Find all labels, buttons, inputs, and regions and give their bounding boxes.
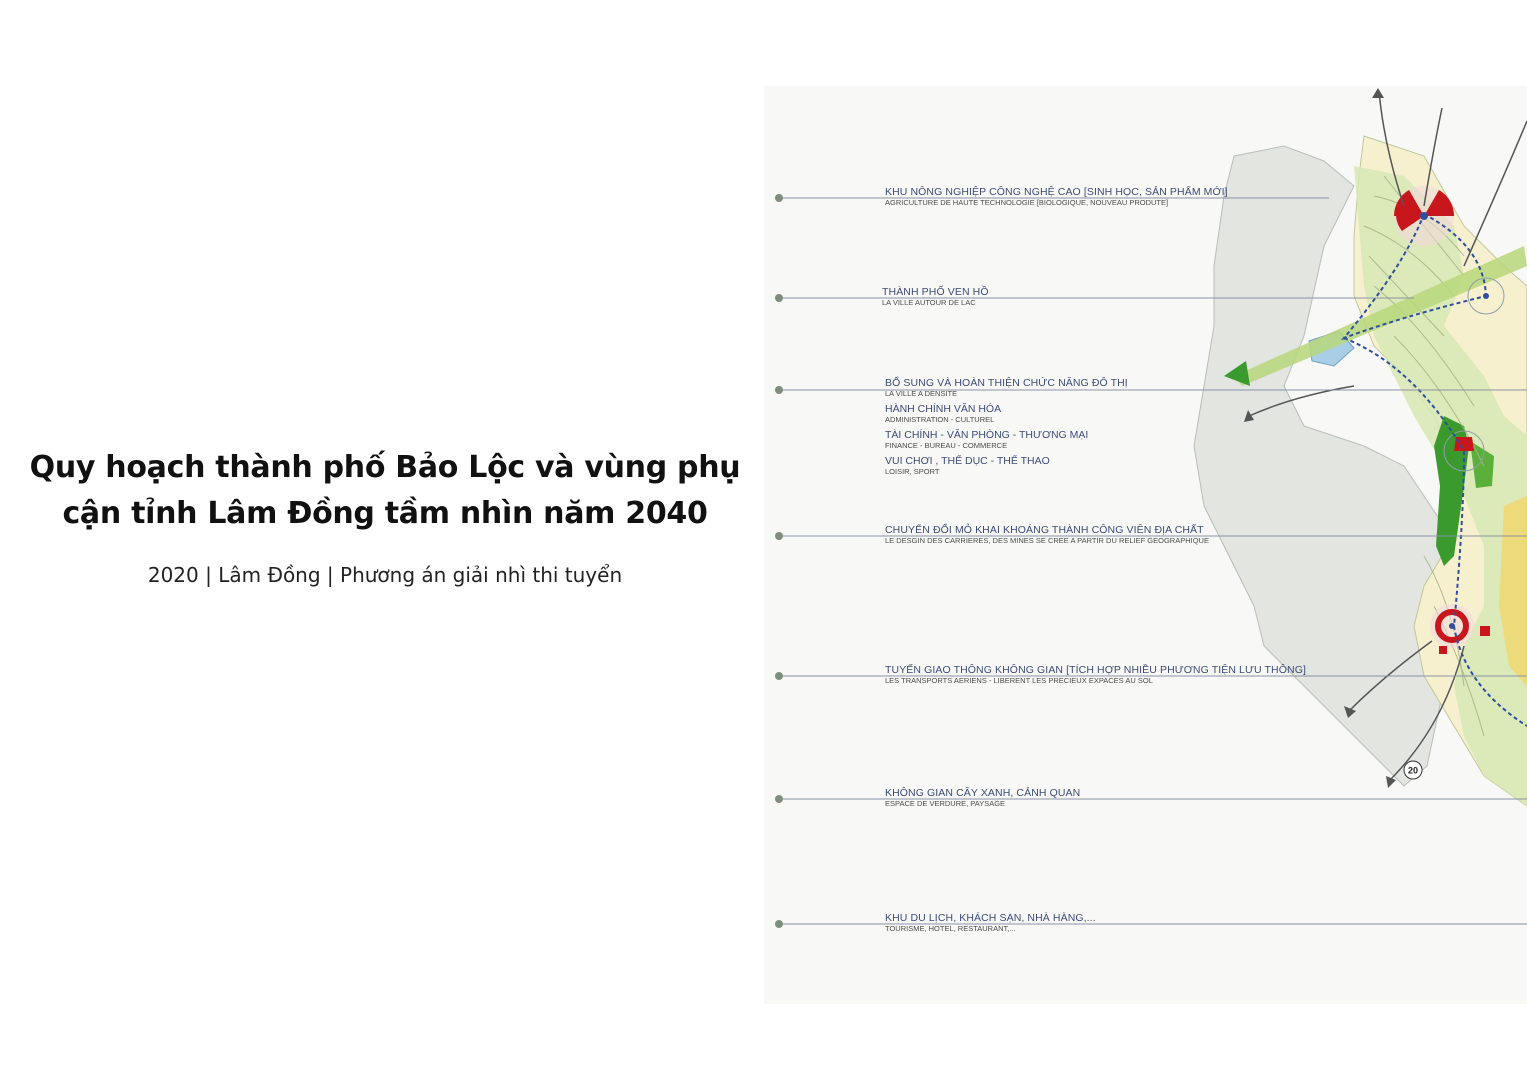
legend-sublabel: LE DESGIN DES CARRIERES, DES MINES SE CREE A PARTIR DU RELIEF GEOGRAPHIQUE <box>885 536 1209 545</box>
legend-item-2 <box>882 286 989 307</box>
legend-label: CHUYỂN ĐỔI MỎ KHAI KHOÁNG THÀNH CÔNG VIÊN ĐỊA CHẤT <box>885 524 1204 536</box>
legend-label: KHU NÔNG NGHIỆP CÔNG NGHỆ CAO [SINH HỌC, SẢN PHẨM MỚI] <box>885 186 1228 198</box>
planning-map <box>764 86 1527 1004</box>
legend-item-7 <box>885 912 1096 933</box>
legend-extra-label: VUI CHƠI , THỂ DỤC - THỂ THAO <box>885 455 1050 467</box>
arrow-tip-1 <box>1372 88 1384 98</box>
legend-item-5 <box>885 664 1306 685</box>
red-block <box>1480 626 1490 636</box>
legend-extra-sublabel: LOISIR, SPORT <box>885 467 940 476</box>
planning-map-panel <box>764 86 1527 1004</box>
arrow-tip-4 <box>1386 776 1396 788</box>
page-title: Quy hoạch thành phố Bảo Lộc và vùng phụ cận tỉnh Lâm Đồng tầm nhìn năm 2040 <box>29 450 741 531</box>
legend-item-6 <box>885 787 1080 808</box>
legend-label: KHU DU LỊCH, KHÁCH SẠN, NHÀ HÀNG,... <box>885 912 1096 924</box>
legend-extra-label: HÀNH CHÍNH VĂN HÓA <box>885 403 1002 415</box>
legend-label: BỔ SUNG VÀ HOÀN THIỆN CHỨC NĂNG ĐÔ THỊ <box>885 377 1128 389</box>
legend-item-4 <box>885 524 1209 545</box>
legend-item-3 <box>885 377 1128 476</box>
legend-extra-sublabel: ADMINISTRATION - CULTUREL <box>885 415 995 424</box>
red-node-south <box>1430 604 1474 648</box>
title-block <box>20 445 750 587</box>
route-20-marker <box>1404 761 1422 779</box>
page-subtitle: 2020 | Lâm Đồng | Phương án giải nhì thi tuyển <box>147 563 623 587</box>
legend-label: KHÔNG GIAN CÂY XANH, CẢNH QUAN <box>885 787 1081 799</box>
legend-extra-sublabel: FINANCE - BUREAU - COMMERCE <box>885 441 1008 450</box>
legend-dots <box>775 194 783 928</box>
legend-sublabel: AGRICULTURE DE HAUTE TECHNOLOGIE [BIOLOGIQUE, NOUVEAU PRODUTE] <box>885 198 1169 207</box>
route-20-label: 20 <box>1407 765 1419 776</box>
legend-item-1 <box>885 186 1228 207</box>
legend-sublabel: LA VILLE A DENSITE <box>885 389 958 398</box>
legend-label: TUYẾN GIAO THÔNG KHÔNG GIAN [TÍCH HỢP NHIỀU PHƯƠNG TIỆN LƯU THÔNG] <box>885 664 1306 676</box>
red-block-2 <box>1439 646 1447 654</box>
legend-sublabel: ESPACE DE VERDURE, PAYSAGE <box>885 799 1006 808</box>
legend-extra-label: TÀI CHÍNH - VĂN PHÒNG - THƯƠNG MẠI <box>885 429 1089 441</box>
legend-sublabel: LA VILLE AUTOUR DE LAC <box>882 298 976 307</box>
legend-sublabel: LES TRANSPORTS AERIENS - LIBERENT LES PRECIEUX EXPACES AU SOL <box>885 676 1153 685</box>
legend-sublabel: TOURISME, HOTEL, RESTAURANT,... <box>885 924 1016 933</box>
legend-label: THÀNH PHỐ VEN HỒ <box>882 286 989 298</box>
